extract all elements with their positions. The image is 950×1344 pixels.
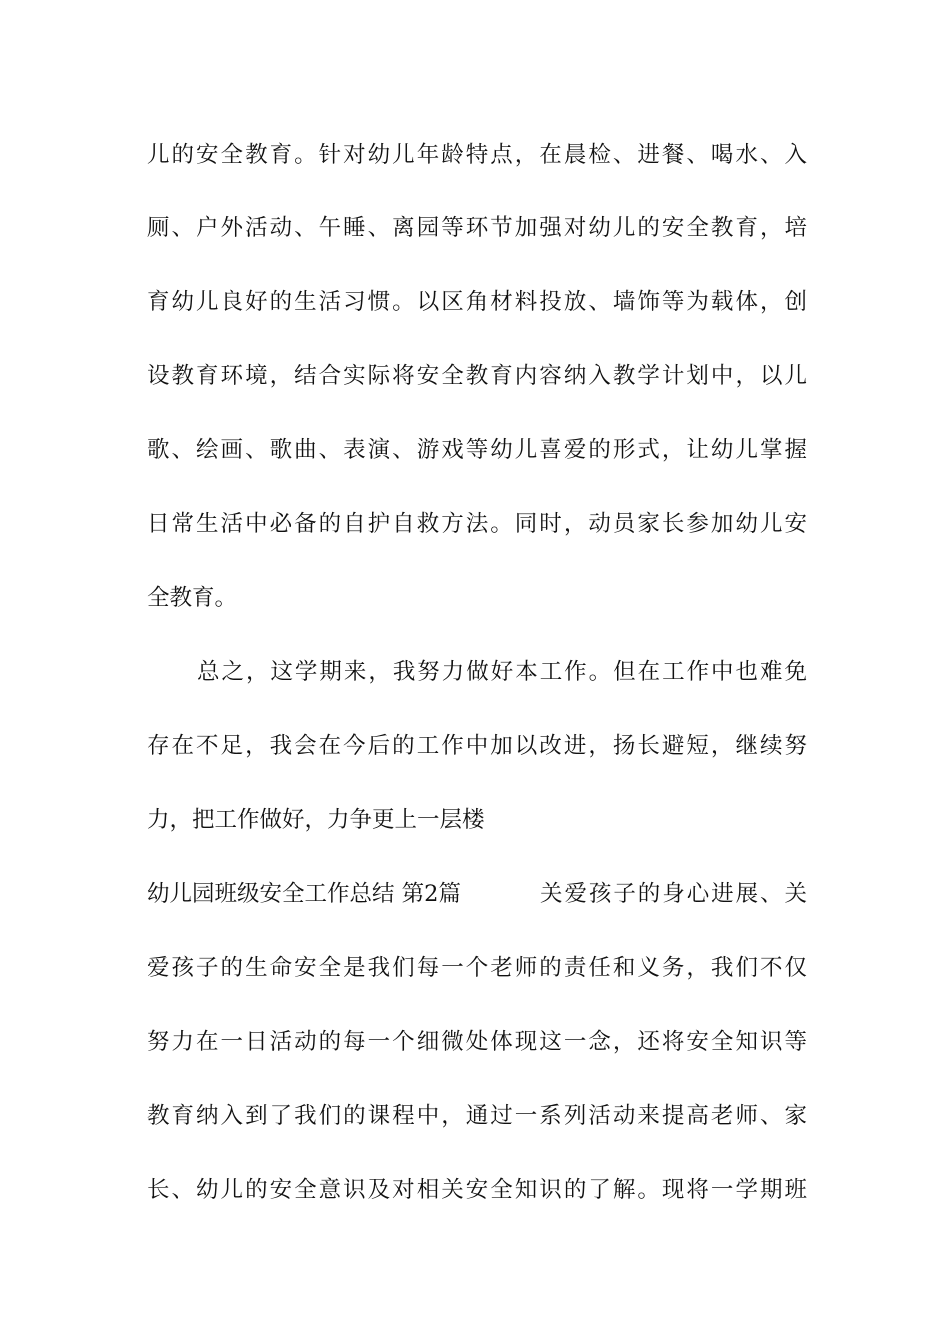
paragraph-line: 努力在一日活动的每一个细微处体现这一念，还将安全知识等 <box>147 1029 807 1055</box>
section-first-line: 关爱孩子的身心进展、关 <box>540 881 807 907</box>
paragraph-line: 教育纳入到了我们的课程中，通过一系列活动来提高老师、家 <box>147 1103 807 1129</box>
paragraph-line: 力，把工作做好，力争更上一层楼 <box>147 807 485 833</box>
paragraph-line: 日常生活中必备的自护自救方法。同时，动员家长参加幼儿安 <box>147 511 807 537</box>
section-heading-line <box>147 874 807 914</box>
paragraph-line: 儿的安全教育。针对幼儿年龄特点，在晨检、进餐、喝水、入 <box>147 142 807 168</box>
paragraph-line: 长、幼儿的安全意识及对相关安全知识的了解。现将一学期班 <box>147 1177 807 1203</box>
paragraph-line: 育幼儿良好的生活习惯。以区角材料投放、墙饰等为载体，创 <box>147 289 807 315</box>
paragraph-line: 总之，这学期来，我努力做好本工作。但在工作中也难免 <box>197 659 807 685</box>
paragraph-line: 爱孩子的生命安全是我们每一个老师的责任和义务，我们不仅 <box>147 955 807 981</box>
paragraph-line: 存在不足，我会在今后的工作中加以改进，扬长避短，继续努 <box>147 733 807 759</box>
paragraph-line: 设教育环境，结合实际将安全教育内容纳入教学计划中，以儿 <box>147 363 807 389</box>
paragraph-line: 歌、绘画、歌曲、表演、游戏等幼儿喜爱的形式，让幼儿掌握 <box>147 437 807 463</box>
section-title: 幼儿园班级安全工作总结 第2篇 <box>147 881 461 907</box>
paragraph-line: 厕、户外活动、午睡、离园等环节加强对幼儿的安全教育，培 <box>147 215 807 241</box>
paragraph-line: 全教育。 <box>147 585 238 611</box>
